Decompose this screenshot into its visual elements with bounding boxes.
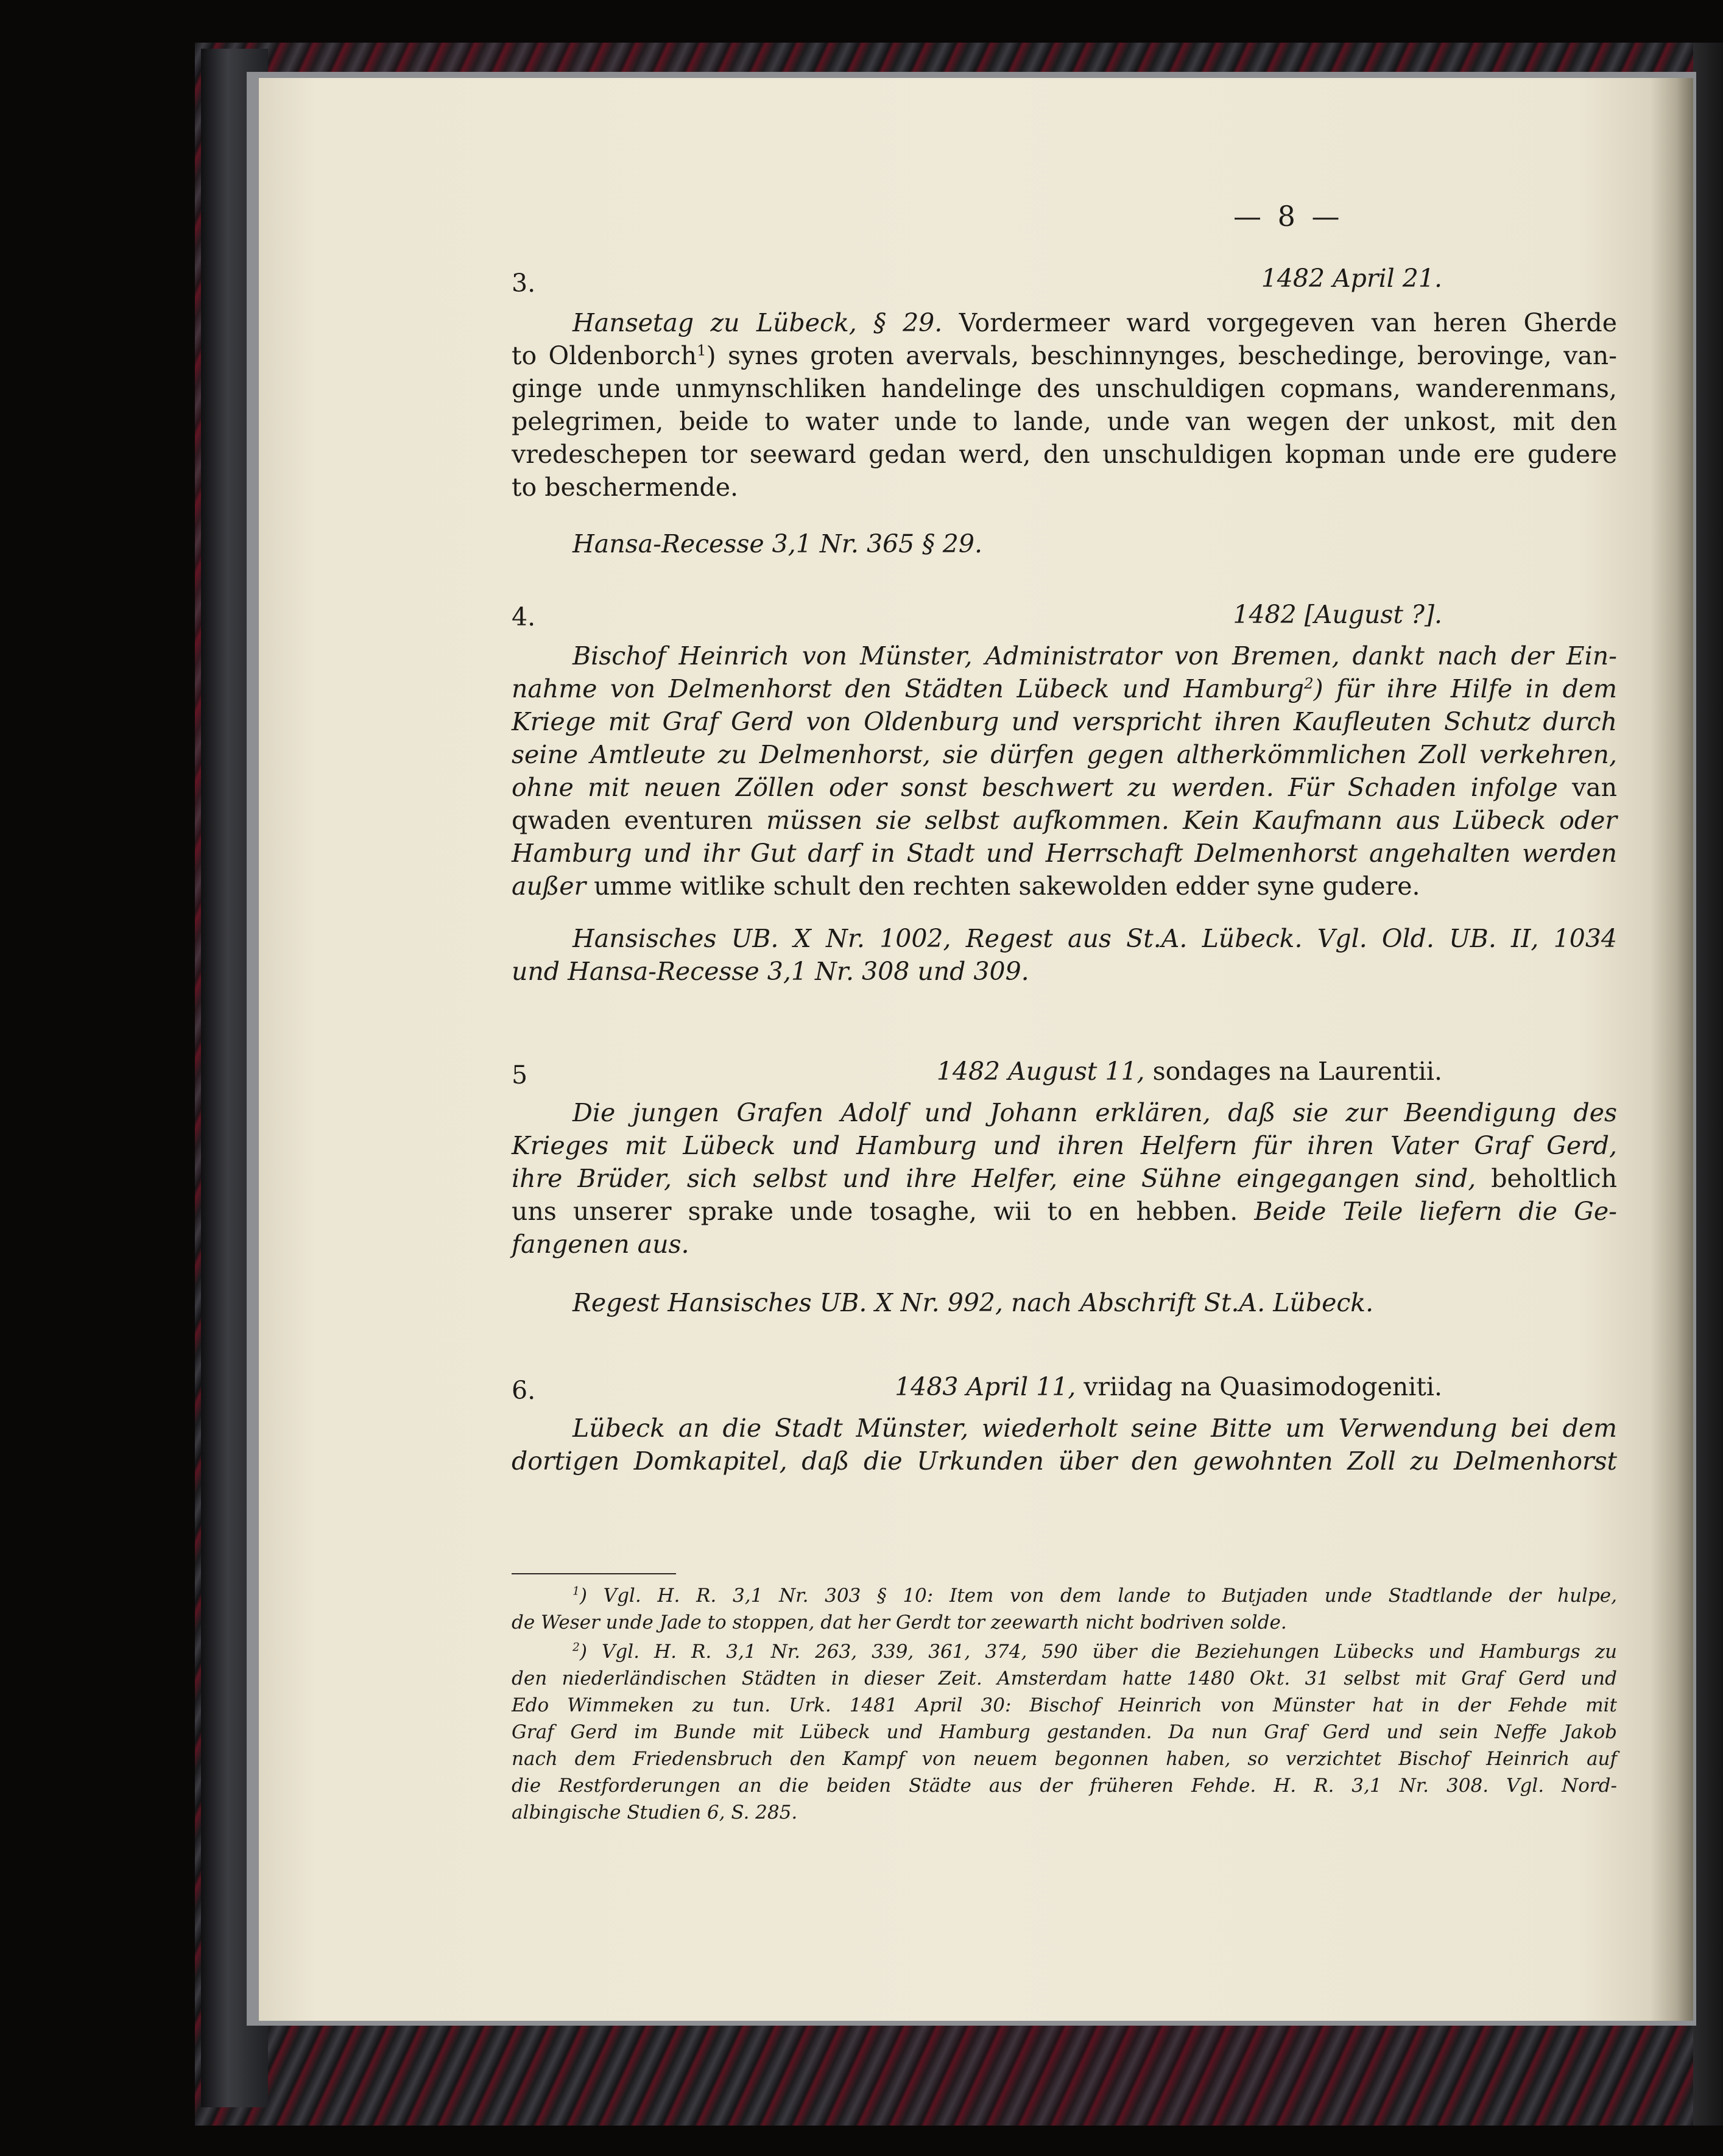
footnote-2-line: die Restforderungen an die beiden Städte aus der früheren Fehde. H. R. 3,1 Nr. 308. Vgl. Nord- [512, 1775, 1617, 1797]
entry-source: Hansisches UB. X Nr. 1002, Regest aus St.A. Lübeck. Vgl. Old. UB. II, 1034 [573, 924, 1617, 953]
page-gutter-shadow [1651, 78, 1693, 2021]
entry-text-line: to Oldenborch$^1$) synes groten avervals, beschinnynges, beschedinge, berovinge, van- [512, 341, 1618, 370]
book-page [259, 78, 1693, 2021]
entry-text-line: uns unserer sprake unde tosaghe, wii to en hebben. Beide Teile liefern die Ge- [512, 1197, 1617, 1226]
entry-text-line: Die jungen Grafen Adolf und Johann erklären, daß sie zur Beendigung des [573, 1098, 1617, 1127]
entry-text-line: pelegrimen, beide to water unde to lande, unde van wegen der unkost, mit den [512, 407, 1617, 436]
entry-text-line: ihre Brüder, sich selbst und ihre Helfer, eine Sühne eingegangen sind, beholtlich [512, 1164, 1617, 1193]
entry-text-line: seine Amtleute zu Delmenhorst, sie dürfen gegen altherkömmlichen Zoll verkehren, [512, 740, 1617, 769]
entry-text-line: Hamburg und ihr Gut darf in Stadt und Herrschaft Delmenhorst angehalten werden [512, 839, 1617, 868]
entry-date: 1483 April 11, vriidag na Quasimodogeniti. [895, 1372, 1442, 1401]
entry-number: 3. [512, 269, 536, 298]
entry-text-line: qwaden eventuren müssen sie selbst aufkommen. Kein Kaufmann aus Lübeck oder [512, 806, 1617, 835]
entry-text-line: fangenen aus. [512, 1230, 689, 1259]
footnote-2-line: Edo Wimmeken zu tun. Urk. 1481 April 30: Bischof Heinrich von Münster hat in der Fehde mit [512, 1694, 1617, 1716]
entry-text-line: außer umme witlike schult den rechten sakewolden edder syne gudere. [512, 872, 1420, 901]
entry-text-line: Bischof Heinrich von Münster, Administrator von Bremen, dankt nach der Ein- [573, 641, 1617, 671]
entry-text-line: Lübeck an die Stadt Münster, wiederholt seine Bitte um Verwendung bei dem [573, 1414, 1617, 1443]
entry-text-line: to beschermende. [512, 473, 739, 502]
entry-text-line: nahme von Delmenhorst den Städten Lübeck und Hamburg$^2$) für ihre Hilfe in dem [512, 674, 1617, 703]
entry-source: und Hansa-Recesse 3,1 Nr. 308 und 309. [512, 957, 1029, 986]
entry-number: 5 [512, 1060, 528, 1090]
footnote-1-line: de Weser unde Jade to stoppen, dat her Gerdt tor zeewarth nicht bodriven solde. [512, 1612, 1287, 1633]
entry-text-line: Hansetag zu Lübeck, § 29. Vordermeer ward vorgegeven van heren Gherde [573, 308, 1617, 337]
entry-text-line: vredeschepen tor seeward gedan werd, den unschuldigen kopman unde ere gudere [512, 440, 1617, 469]
entry-text-line: Krieges mit Lübeck und Hamburg und ihren Helfern für ihren Vater Graf Gerd, [512, 1131, 1617, 1160]
footnote-2-line: albingische Studien 6, S. 285. [512, 1802, 798, 1823]
footnote-rule [512, 1573, 676, 1574]
entry-source: Hansa-Recesse 3,1 Nr. 365 § 29. [573, 529, 982, 558]
entry-date: 1482 April 21. [1261, 264, 1442, 293]
entry-date: 1482 August 11, sondages na Laurentii. [936, 1057, 1442, 1086]
entry-number: 6. [512, 1376, 536, 1405]
footnote-1-line: $^1$) Vgl. H. R. 3,1 Nr. 303 § 10: Item von dem lande to Butjaden unde Stadtlande der hulpe, [573, 1585, 1617, 1607]
footnote-2-line: $^2$) Vgl. H. R. 3,1 Nr. 263, 339, 361, 374, 590 über die Beziehungen Lübecks und Hamburgs zu [573, 1641, 1617, 1663]
entry-text-line: ohne mit neuen Zöllen oder sonst beschwert zu werden. Für Schaden infolge van [512, 773, 1617, 802]
footnote-2-line: nach dem Friedensbruch den Kampf von neuem begonnen haben, so verzichtet Bischof Heinrich auf [512, 1748, 1617, 1770]
entry-text-line: Kriege mit Graf Gerd von Oldenburg und verspricht ihren Kaufleuten Schutz durch [512, 707, 1617, 736]
entry-date: 1482 [August ?]. [1233, 600, 1442, 629]
footnote-2-line: den niederländischen Städten in dieser Zeit. Amsterdam hatte 1480 Okt. 31 selbst mit Graf Gerd und [512, 1668, 1617, 1689]
entry-source: Regest Hansisches UB. X Nr. 992, nach Abschrift St.A. Lübeck. [573, 1288, 1374, 1317]
entry-text-line: dortigen Domkapitel, daß die Urkunden über den gewohnten Zoll zu Delmenhorst [512, 1446, 1617, 1476]
page-number: — 8 — [1233, 200, 1344, 233]
entry-number: 4. [512, 602, 536, 632]
entry-text-line: ginge unde unmynschliken handelinge des unschuldigen copmans, wanderenmans, [512, 374, 1617, 403]
footnote-2-line: Graf Gerd im Bunde mit Lübeck und Hamburg gestanden. Da nun Graf Gerd und sein Neffe Jakob [512, 1721, 1617, 1743]
board-edge [1693, 43, 1723, 2126]
